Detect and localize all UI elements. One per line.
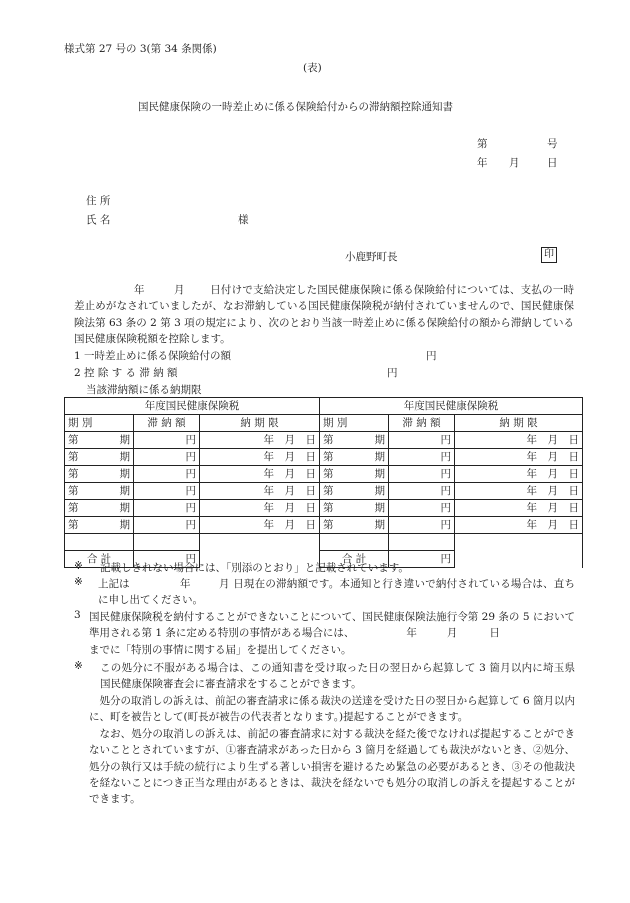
note1-mark: ※ [74,560,83,572]
deadline-cell: 年 月 日 [455,517,583,534]
col-period: 期 別 [65,415,134,432]
note2-paragraph [98,576,575,609]
intro-text: 日付けで支給決定した国民健康保険に係る保険給付については、支払の一時差止めがなされていましたが、なお滞納している国民健康保険税が納付されていませんので、国民健康保険法第 63 条の 2 第 3 項の規定により、次のとおり当該一時差止めに係る保険給付の額から滞納している国民健康保険税額を控除します。 [74,284,574,345]
intro-paragraph [74,282,574,347]
col-amount: 滞 納 額 [389,415,455,432]
item1-unit: 円 [426,350,437,362]
note3-day: 日 [489,627,500,640]
date-month: 月 [509,157,520,169]
deadline-cell: 年 月 日 [455,483,583,500]
amount-cell: 円 [389,517,455,534]
period-cell: 第 期 [65,466,134,483]
item1-label: 1 一時差止めに係る保険給付の額 [74,350,232,362]
period-cell: 第 期 [320,500,389,517]
amount-cell: 円 [134,483,200,500]
amount-cell: 円 [389,466,455,483]
period-cell: 第 期 [65,500,134,517]
table-row [65,432,583,449]
empty-cell [200,534,320,551]
amount-cell: 円 [134,466,200,483]
deadline-cell: 年 月 日 [455,500,583,517]
col-deadline: 納 期 限 [200,415,320,432]
amount-cell: 円 [134,432,200,449]
appeal-paragraph: この処分に不服がある場合は、この通知書を受け取った日の翌日から起算して 3 箇月以内に埼玉県国民健康保険審査会に審査請求をすることができます。 [100,662,575,691]
period-cell: 第 期 [65,517,134,534]
table-row [65,500,583,517]
empty-cell [455,534,583,551]
deadline-caption: 当該滞納額に係る納期限 [86,384,202,396]
lawsuit-paragraph: 処分の取消しの訴えは、前記の審査請求に係る裁決の送達を受けた日の翌日から起算して 6 箇月以内に、町を被告として(町長が被告の代表者となります。)提起することができます。 [89,695,575,724]
total-label: 合 計 [65,551,134,568]
doc-number-suffix: 号 [547,138,558,150]
table-row [65,466,583,483]
deadline-cell: 年 月 日 [200,483,320,500]
table-row [65,449,583,466]
amount-cell: 円 [389,500,455,517]
blank-row [65,534,583,551]
amount-cell: 円 [389,449,455,466]
empty-cell [134,534,200,551]
side-label: (表) [303,62,322,74]
group-header-left: 年度国民健康保険税 [65,398,320,415]
empty-cell [65,534,134,551]
table-row [65,517,583,534]
note3-tail: までに「特別の事情に関する届」を提出してください。 [89,643,352,656]
deadline-cell: 年 月 日 [200,449,320,466]
item2-unit: 円 [387,367,398,379]
note3-text: 国民健康保険税を納付することができないことについて、国民健康保険法施行令第 29 条の 5 において準用される第 1 条に定める特別の事情がある場合には、 [89,611,575,640]
seal-stamp: 印 [541,247,557,263]
deadline-cell: 年 月 日 [455,432,583,449]
note2-text: 日現在の滞納額です。本通知と行き違いで納付されている場合は、直ちに申し出てください。 [98,578,575,607]
col-deadline: 納 期 限 [455,415,583,432]
honorific: 様 [238,214,249,226]
arrears-table [64,397,583,568]
date-day: 日 [547,157,558,169]
deadline-cell: 年 月 日 [200,500,320,517]
note3-year: 年 [406,627,417,640]
total-amount: 円 [389,551,455,568]
note2-year: 年 [180,578,191,590]
period-cell: 第 期 [65,483,134,500]
deadline-cell: 年 月 日 [455,466,583,483]
total-label: 合 計 [320,551,389,568]
period-cell: 第 期 [320,449,389,466]
note3-number: 3 [74,609,81,621]
total-amount: 円 [134,551,200,568]
intro-month: 月 [174,284,185,296]
doc-number-prefix: 第 [477,138,488,150]
amount-cell: 円 [389,483,455,500]
address-label: 住 所 [86,195,111,207]
deadline-cell: 年 月 日 [200,432,320,449]
empty-cell [455,551,583,568]
empty-cell [389,534,455,551]
note3-month: 月 [446,627,458,640]
period-cell: 第 期 [320,432,389,449]
period-cell: 第 期 [320,517,389,534]
col-period: 期 別 [320,415,389,432]
col-amount: 滞 納 額 [134,415,200,432]
document-title: 国民健康保険の一時差止めに係る保険給付からの滞納額控除通知書 [138,101,453,113]
deadline-cell: 年 月 日 [455,449,583,466]
deadline-cell: 年 月 日 [200,466,320,483]
table-row [65,483,583,500]
item2-label: 2 控 除 す る 滞 納 額 [74,367,178,379]
amount-cell: 円 [134,449,200,466]
period-cell: 第 期 [320,466,389,483]
form-number: 様式第 27 号の 3(第 34 条関係) [64,43,217,55]
exception-paragraph: なお、処分の取消しの訴えは、前記の審査請求に対する裁決を経た後でなければ提起することができないこととされていますが、①審査請求があった日から 3 箇月を経過しても裁決がないとき、②処分、処分の執行又は手続の続行により生ずる著しい損害を避けるため緊急の必要があるとき、③その他裁決を経ないことにつき正当な理由があるときは、裁決を経ないでも処分の取消しの訴えを提起することができます。 [89,728,575,806]
period-cell: 第 期 [65,432,134,449]
note1-text: 記載しきれない場合には、「別添のとおり」と記載されています。 [100,562,409,574]
date-year: 年 [477,157,488,169]
empty-cell [320,534,389,551]
deadline-cell: 年 月 日 [200,517,320,534]
note2-mark: ※ [74,576,83,588]
amount-cell: 円 [389,432,455,449]
note2-prefix: 上記は [98,578,130,590]
intro-year: 年 [134,284,145,296]
amount-cell: 円 [134,500,200,517]
sender-name: 小鹿野町長 [345,251,398,263]
amount-cell: 円 [134,517,200,534]
group-header-right: 年度国民健康保険税 [320,398,583,415]
appeal-mark: ※ [74,660,83,672]
note3-paragraph [89,609,575,658]
period-cell: 第 期 [320,483,389,500]
period-cell: 第 期 [65,449,134,466]
name-label: 氏 名 [86,214,111,226]
note2-month: 月 [219,578,230,590]
